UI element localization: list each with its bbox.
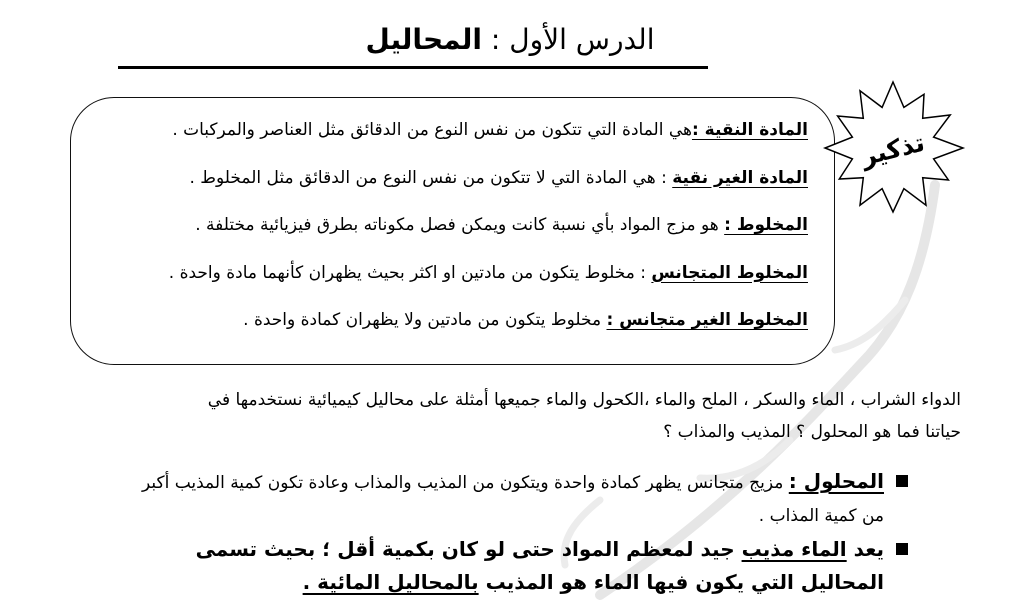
definition-term: المادة الغير نقية	[672, 167, 808, 188]
definition-term: المخلوط :	[724, 215, 808, 235]
definition-item	[91, 297, 808, 345]
definition-item	[91, 155, 808, 203]
bullet-segment-underlined: الماء مذيب	[741, 537, 847, 561]
definition-term: المخلوط الغير متجانس :	[606, 310, 808, 330]
bullet-segment: يعد	[846, 537, 884, 561]
definition-term: المخلوط المتجانس	[651, 262, 808, 283]
intro-line: حياتنا فما هو المحلول ؟ المذيب والمذاب ؟	[663, 422, 961, 442]
definition-term: المادة النقية :	[691, 120, 808, 140]
bullet-segment-underlined: بالمحاليل المائية .	[302, 570, 479, 594]
definitions-box	[70, 97, 835, 365]
bullet-item-water-solvent	[118, 533, 908, 599]
bullet-square-icon	[896, 475, 908, 487]
definition-text: : هي المادة التي لا تتكون من نفس النوع من الدقائق مثل المخلوط .	[189, 167, 673, 188]
definition-item	[91, 202, 808, 250]
bullet-square-icon	[896, 543, 908, 555]
intro-line: الدواء الشراب ، الماء والسكر ، الملح والماء ،الكحول والماء جميعها أمثلة على محاليل كيميائية نستخدمها في	[207, 390, 961, 410]
definition-item	[91, 107, 808, 155]
bullet-list	[118, 465, 908, 599]
reminder-starburst-badge	[820, 80, 970, 220]
title-underline	[118, 66, 708, 69]
definition-item	[91, 250, 808, 298]
bullet-text	[118, 533, 884, 599]
bullet-term: المحلول :	[788, 469, 884, 493]
bullet-body: مزيج متجانس يظهر كمادة واحدة ويتكون من المذيب والمذاب وعادة تكون كمية المذيب أكبر من كمية المذاب .	[141, 473, 884, 526]
reminder-label: تذكير	[858, 127, 928, 172]
bullet-text	[118, 465, 884, 533]
bullet-item-solution	[118, 465, 908, 533]
page-title	[210, 20, 810, 60]
definition-text: مخلوط يتكون من مادتين ولا يظهران كمادة واحدة .	[243, 310, 607, 330]
definition-text: هي المادة التي تتكون من نفس النوع من الدقائق مثل العناصر والمركبات .	[172, 120, 692, 140]
title-prefix: الدرس الأول :	[482, 23, 655, 56]
title-emphasis: المحاليل	[365, 23, 483, 56]
bullet-segment: جيد لمعظم المواد حتى لو كان بكمية أقل ؛ بحيث تسمى المحاليل التي يكون فيها الماء هو المذيب	[195, 537, 884, 594]
definition-text: : مخلوط يتكون من مادتين او اكثر بحيث يظهران كأنهما مادة واحدة .	[168, 262, 652, 283]
definition-text: هو مزج المواد بأي نسبة كانت ويمكن فصل مكوناته بطرق فيزيائية مختلفة .	[195, 215, 725, 235]
intro-paragraph	[150, 384, 961, 448]
